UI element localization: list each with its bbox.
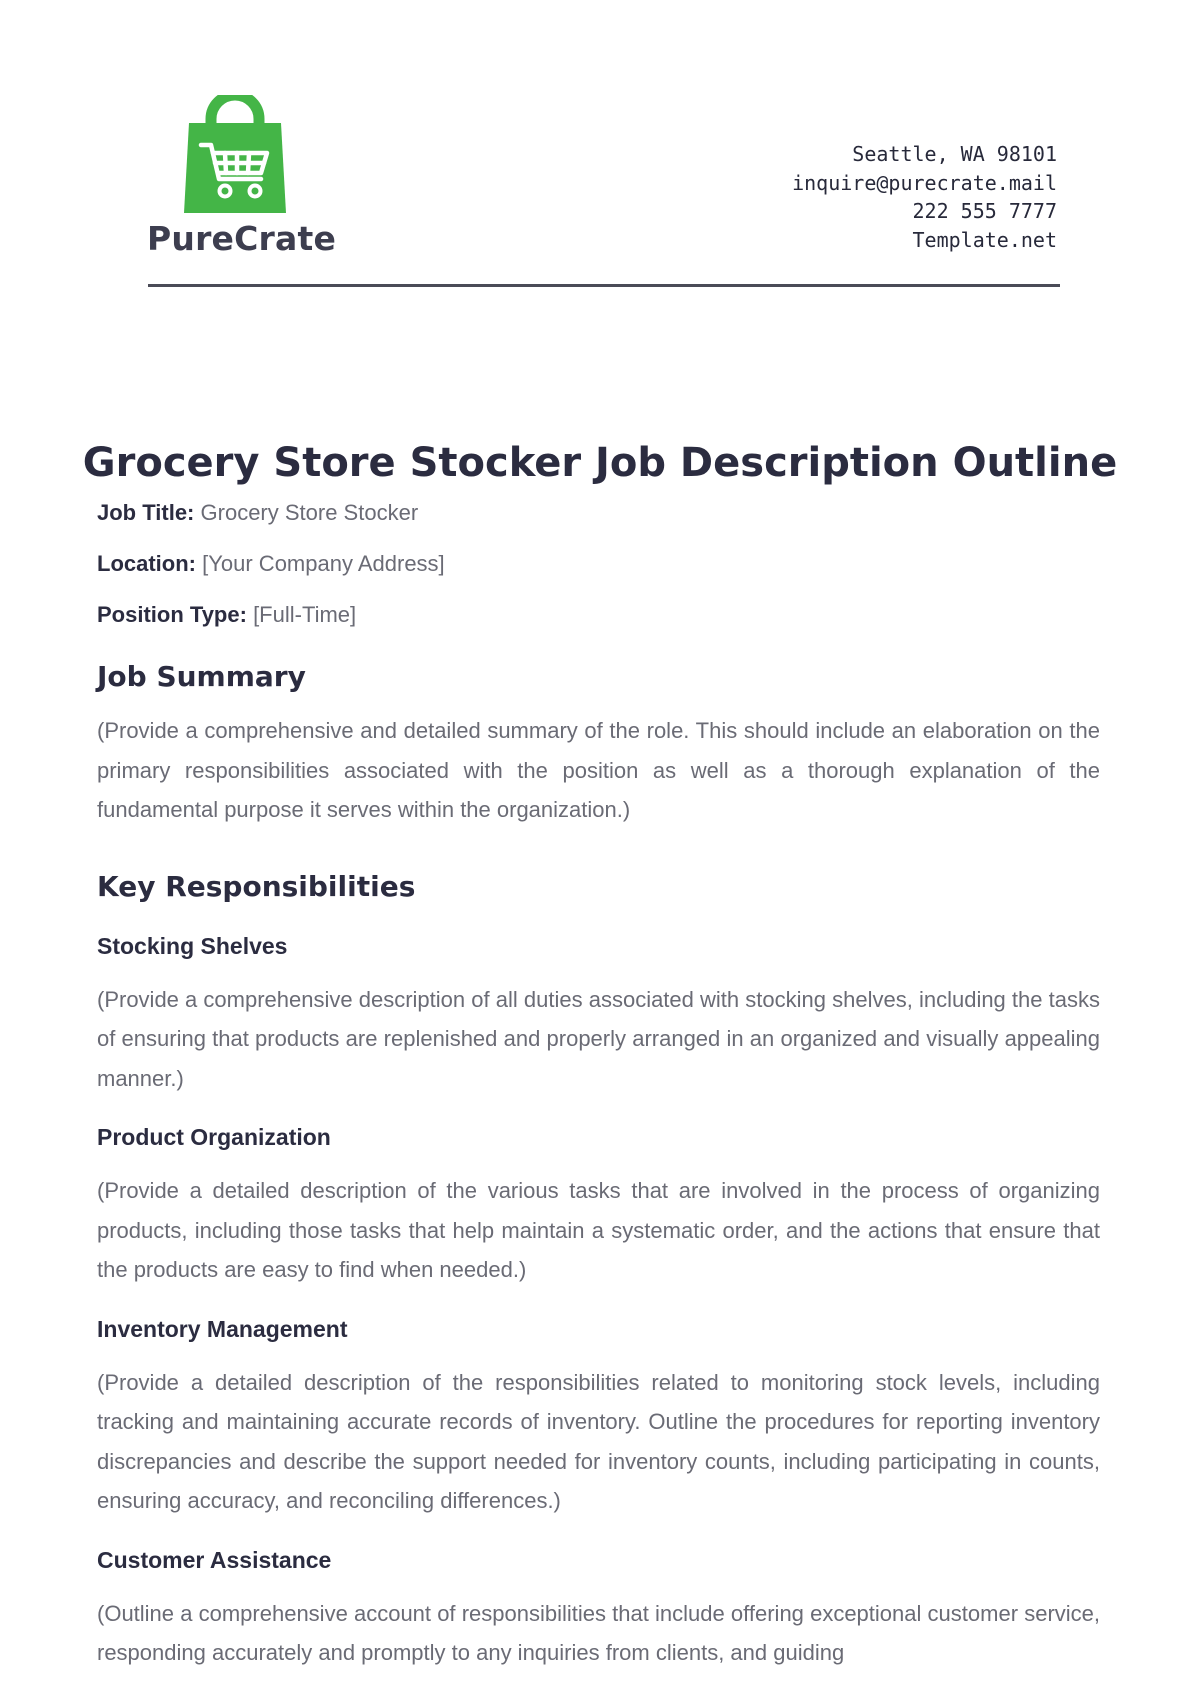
contact-email: inquire@purecrate.mail: [792, 170, 1057, 195]
shopping-bag-cart-icon: [179, 95, 291, 213]
responsibility-title-inventory-management: Inventory Management: [97, 1315, 348, 1342]
meta-label: Position Type:: [97, 602, 247, 627]
responsibility-text-stocking-shelves: (Provide a comprehensive description of all duties associated with stocking shelves, including the tasks of ensuring that products are replenished and properly arranged in an organized and visually appealing manner.): [97, 986, 1100, 1091]
company-name: PureCrate: [147, 219, 337, 258]
meta-value: [Your Company Address]: [202, 551, 445, 576]
job-summary-text: (Provide a comprehensive and detailed summary of the role. This should include an elaboration on the primary responsibilities associated with the position as well as a thorough explanation of the fundamental purpose it serves within the organization.): [97, 718, 1100, 822]
section-heading-key-responsibilities: Key Responsibilities: [97, 869, 416, 903]
meta-location: [97, 549, 1100, 579]
meta-label: Location:: [97, 551, 196, 576]
meta-job-title: [97, 498, 1100, 528]
contact-block: [792, 140, 1057, 254]
header-divider: [148, 284, 1060, 287]
contact-phone: 222 555 7777: [912, 199, 1057, 223]
responsibility-title-customer-assistance: Customer Assistance: [97, 1546, 332, 1573]
meta-value: [Full-Time]: [253, 602, 357, 627]
section-heading-job-summary: Job Summary: [97, 660, 306, 693]
document-body: [97, 498, 1100, 1673]
company-logo: [147, 95, 337, 258]
responsibility-title-product-organization: Product Organization: [97, 1124, 331, 1150]
responsibility-text-customer-assistance: (Outline a comprehensive account of responsibilities that include offering exceptional customer service, responding accurately and promptly to any inquiries from clients, and guiding: [97, 1600, 1100, 1665]
meta-value: Grocery Store Stocker: [200, 500, 419, 525]
meta-position-type: [97, 600, 1100, 630]
contact-address: Seattle, WA 98101: [852, 142, 1057, 166]
meta-label: Job Title:: [97, 500, 195, 525]
responsibility-title-stocking-shelves: Stocking Shelves: [97, 932, 288, 959]
contact-website: Template.net: [912, 227, 1057, 252]
responsibility-text-inventory-management: (Provide a detailed description of the responsibilities related to monitoring stock levels, including tracking and maintaining accurate records of inventory. Outline the procedures for reporting inventory discrepancies and describe the support needed for inventory counts, including participating in counts, ensuring accuracy, and reconciling differences.): [97, 1369, 1100, 1513]
responsibility-text-product-organization: (Provide a detailed description of the various tasks that are involved in the process of organizing products, including those tasks that help maintain a systematic order, and the actions that ensure that the products are easy to find when needed.): [97, 1178, 1100, 1282]
document-title: Grocery Store Stocker Job Description Outline: [82, 440, 1118, 486]
